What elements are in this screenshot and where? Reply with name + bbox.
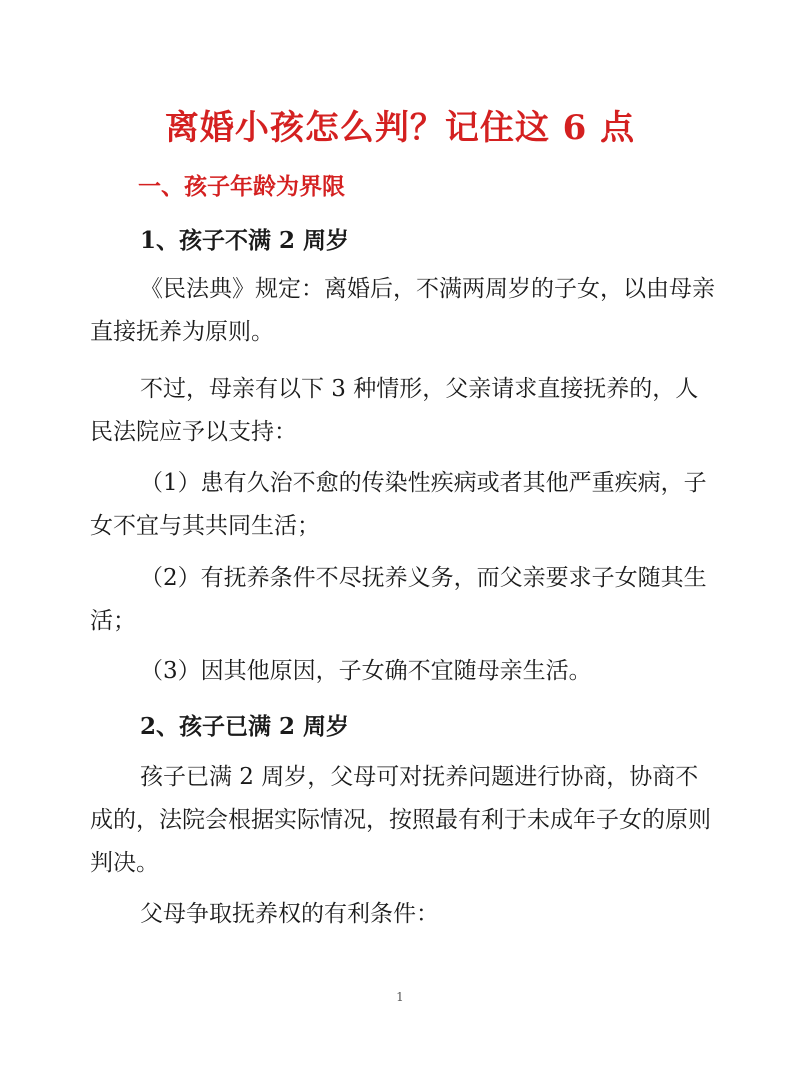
document-title: 离婚小孩怎么判？记住这 6 点 [164,108,636,148]
paragraph-exception-3: （3）因其他原因，子女确不宜随母亲生活。 [140,658,592,684]
paragraph-favorable-conditions: 父母争取抚养权的有利条件： [140,901,439,927]
paragraph-civil-code: 《民法典》规定：离婚后，不满两周岁的子女，以由母亲直接抚养为原则。 [90,276,715,345]
paragraph-exceptions-intro: 不过，母亲有以下 3 种情形，父亲请求直接抚养的，人民法院应予以支持： [90,376,699,445]
paragraph-exception-2: （2）有抚养条件不尽抚养义务，而父亲要求子女随其生活； [90,565,707,634]
sub-heading-under-2: 1、孩子不满 2 周岁 [140,227,350,254]
sub-heading-over-2: 2、孩子已满 2 周岁 [140,713,350,740]
paragraph-exception-1: （1）患有久治不愈的传染性疾病或者其他严重疾病，子女不宜与其共同生活； [90,470,707,539]
section-heading: 一、孩子年龄为界限 [138,173,345,200]
paragraph-negotiation: 孩子已满 2 周岁，父母可对抚养问题进行协商，协商不成的，法院会根据实际情况，按照最有利于未成年子女的原则判决。 [90,764,711,876]
page-number: 1 [396,990,404,1004]
